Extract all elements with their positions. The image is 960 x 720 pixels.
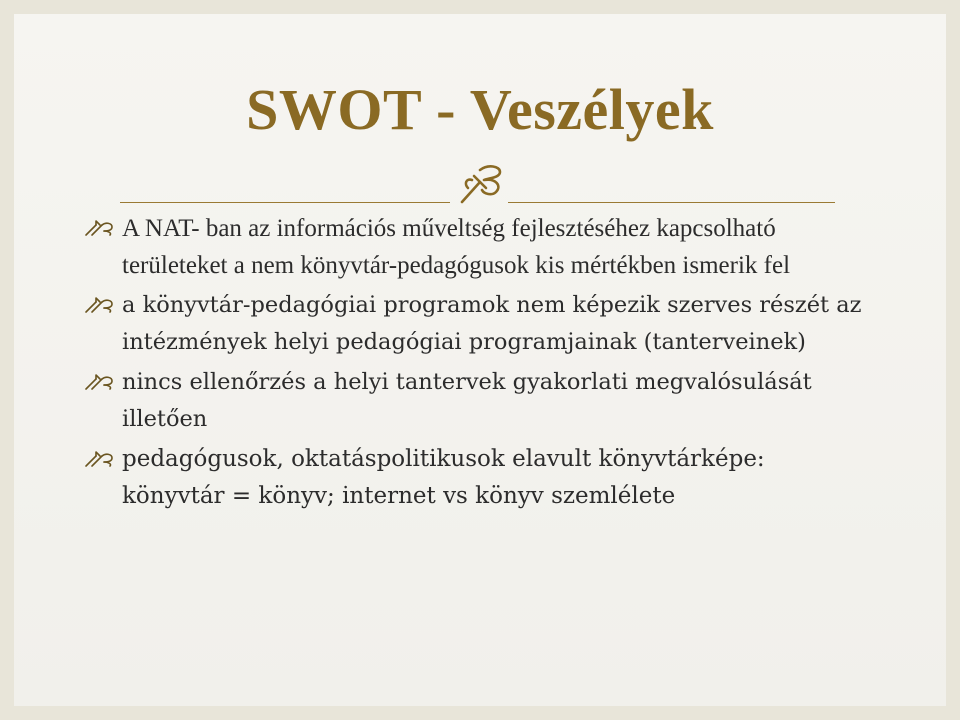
bullet-text: pedagógusok, oktatáspolitikusok elavult könyvtárképe: könyvtár = könyv; internet vs könyv szemlélete [122,446,765,509]
title-rule-left [120,202,450,203]
bullet-list [84,210,864,518]
slide-title: SWOT - Veszélyek [246,77,714,142]
bullet-text: a könyvtár-pedagógiai programok nem képezik szerves részét az intézmények helyi pedagógiai programjainak (tanterveinek) [122,292,862,355]
bullet-text: A NAT- ban az információs műveltség fejlesztéséhez kapcsolható területeket a nem könyvtár-pedagógusok kis mértékben ismerik fel [122,215,791,279]
bullet-item [84,364,864,438]
title-rule-right [508,202,835,203]
bullet-item [84,287,864,361]
bullet-item [84,441,864,515]
double-arrow-bullet-icon [84,450,114,468]
double-arrow-bullet-icon [84,219,114,237]
ornament-icon [456,158,506,208]
double-arrow-bullet-icon [84,296,114,314]
bullet-text: nincs ellenőrzés a helyi tantervek gyakorlati megvalósulását illetően [122,369,812,432]
bullet-item [84,210,864,284]
double-arrow-bullet-icon [84,373,114,391]
